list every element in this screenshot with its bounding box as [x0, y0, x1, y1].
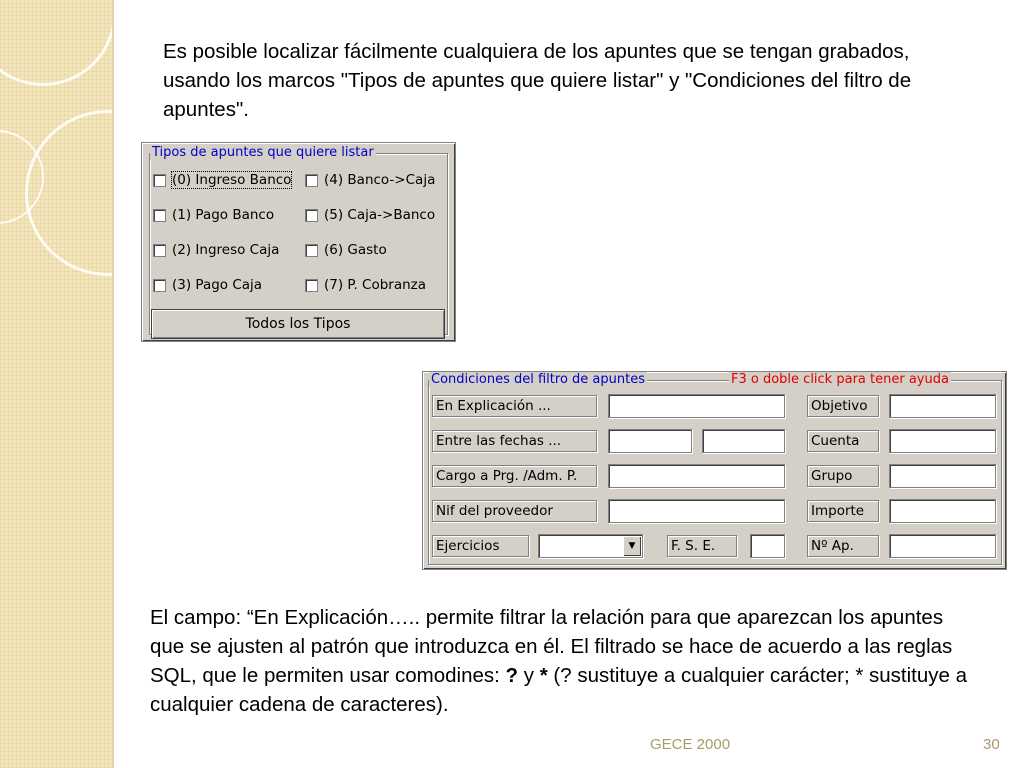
intro-paragraph: Es posible localizar fácilmente cualquiera de los apuntes que se tengan grabados, usando los marcos "Tipos de apuntes que quiere listar" y "Condiciones del filtro de apuntes".	[163, 40, 912, 121]
fse-input[interactable]	[750, 534, 785, 558]
wildcard-question: ?	[505, 664, 519, 687]
checkbox-box[interactable]	[305, 174, 318, 187]
nif-input[interactable]	[608, 499, 785, 523]
fse-label: F. S. E.	[667, 535, 737, 557]
bottom-text-part: (? sustituye a cualquier carácter; * sustituye a cualquier cadena de caracteres).	[150, 664, 968, 716]
page-number: 30	[983, 736, 1000, 753]
checkbox-box[interactable]	[153, 174, 166, 187]
fechas-label: Entre las fechas ...	[432, 430, 597, 452]
tipos-apuntes-panel	[141, 142, 456, 342]
condiciones-filtro-panel	[422, 371, 1007, 570]
fecha-desde-input[interactable]	[608, 429, 692, 453]
footer-title: GECE 2000	[650, 736, 731, 753]
checkbox-label: (6) Gasto	[324, 242, 387, 258]
objetivo-input[interactable]	[889, 394, 996, 418]
importe-label: Importe	[807, 500, 879, 522]
objetivo-label: Objetivo	[807, 395, 879, 417]
side-divider	[112, 0, 114, 768]
nif-label: Nif del proveedor	[432, 500, 597, 522]
explicacion-label: En Explicación ...	[432, 395, 597, 417]
checkbox-label: (5) Caja->Banco	[324, 207, 436, 223]
checkbox-box[interactable]	[153, 279, 166, 292]
checkbox-label: (0) Ingreso Banco	[172, 172, 292, 188]
explicacion-input[interactable]	[608, 394, 785, 418]
checkbox-label: (7) P. Cobranza	[324, 277, 427, 293]
bottom-text-part: El campo: “En Explicación….. permite filtrar la relación para que aparezcan los apuntes que se ajusten al patrón que introduzca en él. El filtrado se hace de acuerdo a las reglas SQL, que le permiten usar comodines:	[150, 606, 953, 687]
checkbox-banco-caja[interactable]	[305, 171, 435, 189]
condiciones-filtro-legend: Condiciones del filtro de apuntes	[431, 372, 645, 387]
checkbox-ingreso-caja[interactable]	[153, 241, 279, 259]
decorative-ring	[0, 0, 112, 86]
cuenta-input[interactable]	[889, 429, 996, 453]
nap-label: Nº Ap.	[807, 535, 879, 557]
checkbox-pago-caja[interactable]	[153, 276, 262, 294]
grupo-input[interactable]	[889, 464, 996, 488]
checkbox-gasto[interactable]	[305, 241, 387, 259]
ejercicios-label: Ejercicios	[432, 535, 529, 557]
todos-los-tipos-button[interactable]: Todos los Tipos	[151, 309, 445, 339]
wildcard-star: *	[539, 664, 548, 687]
checkbox-p-cobranza[interactable]	[305, 276, 426, 294]
checkbox-label: (3) Pago Caja	[172, 277, 263, 293]
checkbox-pago-banco[interactable]	[153, 206, 274, 224]
checkbox-box[interactable]	[305, 279, 318, 292]
decorative-side-strip	[0, 0, 112, 768]
cargo-label: Cargo a Prg. /Adm. P.	[432, 465, 597, 487]
nap-input[interactable]	[889, 534, 996, 558]
bottom-paragraph	[150, 603, 970, 719]
checkbox-label: (4) Banco->Caja	[324, 172, 436, 188]
bottom-text-part: y	[518, 664, 540, 687]
checkbox-box[interactable]	[153, 209, 166, 222]
checkbox-label: (2) Ingreso Caja	[172, 242, 280, 258]
checkbox-box[interactable]	[305, 209, 318, 222]
checkbox-caja-banco[interactable]	[305, 206, 435, 224]
ejercicios-select[interactable]	[538, 534, 643, 558]
cargo-input[interactable]	[608, 464, 785, 488]
importe-input[interactable]	[889, 499, 996, 523]
checkbox-box[interactable]	[305, 244, 318, 257]
checkbox-box[interactable]	[153, 244, 166, 257]
cuenta-label: Cuenta	[807, 430, 879, 452]
checkbox-ingreso-banco[interactable]	[153, 171, 291, 189]
help-hint: F3 o doble click para tener ayuda	[731, 372, 949, 387]
checkbox-label: (1) Pago Banco	[172, 207, 275, 223]
tipos-apuntes-legend: Tipos de apuntes que quiere listar	[152, 145, 374, 160]
chevron-down-icon[interactable]: ▼	[623, 536, 641, 556]
fecha-hasta-input[interactable]	[702, 429, 785, 453]
grupo-label: Grupo	[807, 465, 879, 487]
